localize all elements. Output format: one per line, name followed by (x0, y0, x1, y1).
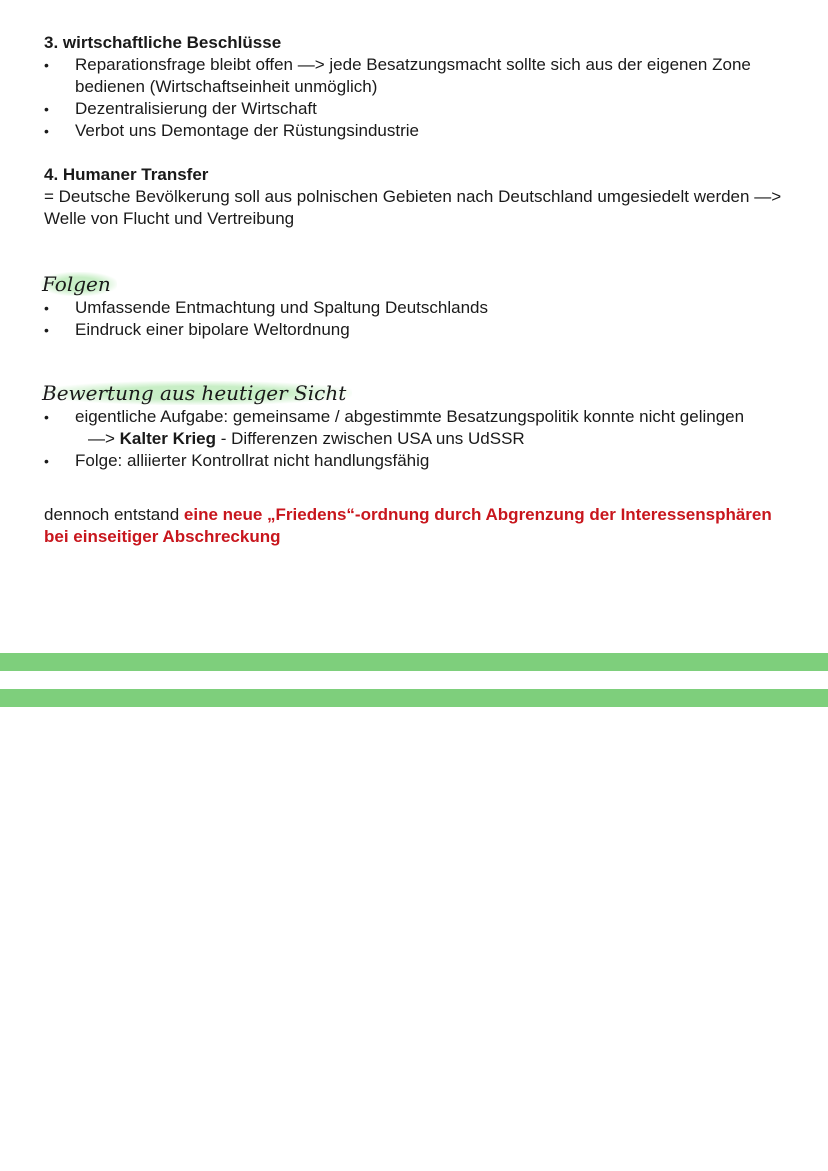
item-text: eigentliche Aufgabe: gemeinsame / abgestimmte Besatzungspolitik konnte nicht gelingen (75, 407, 745, 426)
handwritten-heading: Bewertung aus heutiger Sicht (40, 381, 352, 405)
list-item: • Folge: alliierter Kontrollrat nicht handlungsfähig (44, 450, 784, 472)
bold-term: Kalter Krieg (119, 429, 217, 448)
green-divider-stripe (0, 689, 828, 707)
arrow-prefix: —> (88, 429, 120, 448)
conclusion-paragraph (44, 504, 784, 548)
list-item: • Verbot uns Demontage der Rüstungsindustrie (44, 120, 784, 142)
green-divider-stripe (0, 653, 828, 671)
section-heading: 3. wirtschaftliche Beschlüsse (44, 33, 282, 52)
section-bewertung (44, 381, 784, 472)
section-human-transfer (44, 164, 784, 230)
bullet-list (44, 54, 784, 142)
section-text: = Deutsche Bevölkerung soll aus polnischen Gebieten nach Deutschland umgesiedelt werden —> Welle von Flucht und Vertreibung (44, 187, 782, 228)
bullet-list (44, 297, 784, 341)
list-item: • Umfassende Entmachtung und Spaltung Deutschlands (44, 297, 784, 319)
list-item: • Dezentralisierung der Wirtschaft (44, 98, 784, 120)
list-item (44, 406, 784, 450)
conclusion-plain: dennoch entstand (44, 505, 184, 524)
handwritten-heading: Folgen (40, 272, 117, 296)
list-item: • Reparationsfrage bleibt offen —> jede Besatzungsmacht sollte sich aus der eigenen Zone bedienen (Wirtschaftseinheit unmöglich) (44, 54, 784, 98)
section-economic-decisions (44, 32, 784, 142)
document-page (44, 32, 784, 548)
section-heading: 4. Humaner Transfer (44, 165, 209, 184)
sub-text: - Differenzen zwischen USA uns UdSSR (216, 429, 525, 448)
bullet-list (44, 406, 784, 472)
list-item: • Eindruck einer bipolare Weltordnung (44, 319, 784, 341)
sub-line (44, 428, 784, 450)
conclusion-highlight: eine neue „Friedens“-ordnung durch Abgrenzung der Interessensphären bei einseitiger Abschreckung (44, 505, 772, 546)
section-folgen (44, 272, 784, 341)
